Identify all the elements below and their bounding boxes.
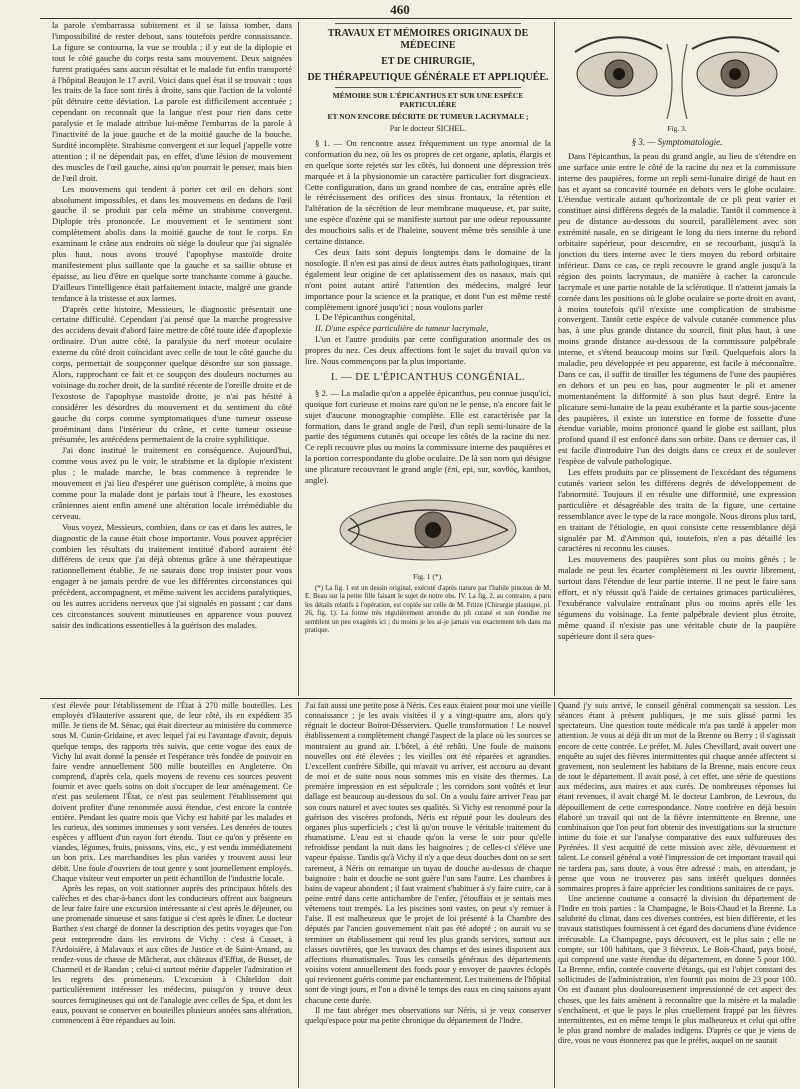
col1-paragraph: Les mouvemens qui tendent à porter cet œil en dehors sont absolument impossibles, et dans les mouvemens en dedans de l'œil gauche il se produit par cela même un strabisme convergent. Diplopie très prononcée. Le mouvement et le sentiment sont complètement abolis dans la moitié gauche de tout le corps. En examinant le crâne aux endroits où siége la douleur que j'ai signalée plus haut, nous avons trouvé l'apophyse mastoïde droite manifestement plus saillante que la gauche et sa saillie obtuse et épaisse, au lieu d'être en quelque sorte tranchante comme à gauche. D'ailleurs l'intelligence était parfaitement intacte, malgré une grande tendance à la tristesse et aux larmes. xyxy=(52,183,292,303)
col3-paragraph: Dans l'épicanthus, la peau du grand angle, au lieu de s'étendre en une surface unie entre le côté de la racine du nez et la commissure interne des paupières, forme un repli semi-lunaire dirigé de haut en bas et ayant sa concavité tournée en dehors vers le globe oculaire. L'étendue verticale autant qu'horizontale de ce pli peut varier et constituer ainsi différens degrés de la maladie. Tantôt il commence à peu de distance au-dessous du sourcil, parallèlement avec son extrémité nasale, en se dirigeant le long du tiers interne du rebord orbitaire supérieur, pour descendre, en se recourbant, jusqu'à la jonction du tiers interne avec le tiers moyen du rebord orbitaire inférieur. Dans ce cas, ce repli recouvre le grand angle jusqu'à la région des points lacrymaux, de manière à cacher la caroncule lacrymale et une partie notable de la sclérotique. Il n'atteint jamais la cornée dans les positions où le globe oculaire se porte droit en avant, à moins toutefois qu'il n'existe une complication de strabisme convergent. Tantôt cette espèce de valvule cutanée commence plus bas, à une plus grande distance du sourcil, finit plus haut, à une moins grande distance au-dessous de la commissure palpébrale interne, et s'étend beaucoup moins sur l'œil. Quelquefois alors la maladie, peu développée et peu apparente, est facile à méconnaître. Dans ce cas, il suffit de tirailler les tégumens de l'une des paupières en dehors et un peu en bas, pour augmenter le pli et amener momentanément la difformité à son plus haut degré. Entre la plicature semi-lunaire de la peau exubérante et la partie sous-jacente des paupières, il existe un interstice en forme de fossette d'une étendue variable, moins prononcé quand le globe est saillant, plus profond quand il est enfoncé dans son orbite. Dans ce dernier cas, il est facile d'introduire l'un des doigts dans ce creux et de soulever l'espèce de valvule pathologique. xyxy=(558,150,796,467)
col1-paragraph: D'après cette histoire, Messieurs, le diagnostic présentait une certaine difficulté. Cependant j'ai pensé que la marche progressive des accidens devait d'abord faire mettre de côté toute idée d'apoplexie ordinaire. D'un autre côté, la paralysie du nerf moteur oculaire externe du côté droit coïncidant avec celle de tout le côté gauche du corps, permettait de soupçonner quelque désordre sur son passage. Alors, rapprochant ce fait et ce soupçon des douleurs nocturnes au voisinage du rocher droit, de la surdité récente de l'oreille droite et de l'exostose de l'apophyse mastoïde droite, je n'ai pas hésité à considérer les désordres du mouvement et du sentiment du côté gauche du corps comme symptomatiques d'une tumeur osseuse proéminant dans l'intérieur du crâne, et cette tumeur osseuse présumée, les antécédens permettaient de la croire syphilitique. xyxy=(52,303,292,445)
bottom-paragraph: s'est élevée pour l'établissement de l'État à 270 mille bouteilles. Les employés d'Hauterive assurent que, de leur côté, ils en expédient 35 mille. Je tiens de M. Sénac, qui était directeur au ministère du commerce sous M. Cunin-Gridaine, et avec lequel j'ai eu l'avantage d'avoir, depuis quelque temps, des rapports très suivis, que cette vogue des eaux de Vichy lui avait donné la pensée et l'espérance très fondée de pouvoir en faire vendre annuellement 500 mille bouteilles en Angleterre. On comprend, d'après cela, quels moyens de revenu ces sources peuvent fournir et avec quels soins on doit s'occuper de leur aménagement. Ce n'est pas seulement l'État, ce n'est pas seulement l'établissement qui doivent profiter d'une renommée aussi étendue, c'est encore la contrée entière. Pendant les quatre mois que Vichy est habité par les malades et les curieux, des sommes immenses y sont versées. Les denrées de toutes espèces y affluent d'un rayon fort étendu. Tout ce qu'on y présente en viandes, légumes, fruits, poissons, vins, etc., y est vendu immédiatement un bon prix. Les marchandises les plus variées y trouvent aussi leur débit. Une foule d'ouvriers de tout genre y sont journellement employés. Chaque visiteur veut emporter un petit échantillon de l'industrie locale. xyxy=(52,701,292,883)
column-divider xyxy=(298,22,299,696)
col1-paragraph: Vous voyez, Messieurs, combien, dans ce cas et dans les autres, le diagnostic de la cause était chose importante. Vous pouvez apprécier combien les résultats du traitement institué d'abord auraient été différens de ceux que j'ai déjà obtenus grâce à une thérapeutique rationnellement établie. Je ne saurais donc trop insister pour vous engager à ne jamais perdre de vue les différentes circonstances qui précèdent, accompagnent, et même suivent les accidens paralytiques, ou les autres accidens nerveux que j'ai signalés en passant ; car dans ces circonstances souvent minutieuses en apparence vous pouvez saisir des indications essentielles à la guérison des malades. xyxy=(52,521,292,630)
column-divider xyxy=(554,22,555,696)
article-author: Par le docteur SICHEL. xyxy=(389,124,467,133)
rule xyxy=(335,87,521,88)
pupil-right xyxy=(729,68,741,80)
figure-3-eyes-illustration xyxy=(567,24,787,124)
column-3 xyxy=(558,20,796,696)
column-divider xyxy=(554,702,555,1088)
article-subtitle: MÉMOIRE SUR L'ÉPICANTHUS ET SUR UNE ESPÈCE PARTICULIÈRE xyxy=(332,91,524,109)
col2-paragraph: Ces deux faits sont depuis longtemps dans le domaine de la nosologie. Il n'en est pas ainsi de deux autres états pathologiques, tirant également leur origine de cet aplatissement des os nasaux, mais qui n'ont point autant attiré l'attention des médecins, malgré leur importance pour la science et la pratique, et dont l'un est même resté complètement ignoré jusqu'ici ; nous voulons parler xyxy=(305,246,551,312)
bottom-paragraph: J'ai fait aussi une petite pose à Néris. Ces eaux étaient pour moi une vieille connaissance ; je les avais visitées il y a vingt-quatre ans, alors qu'y régnait le docteur Boirot-Désserviers. Quelle transformation ! Le nouvel établissement a complètement changé l'aspect de la place où les sources se montraient au grand air. L'hôtel, à été rebâti. Une foule de maisons nouvelles ont été élevées ; les vieilles ont été réparées et agrandies. L'excellent confrère Sibille, qui m'avait vu arriver, est accouru au devant de moi et de suite nous nous sommes mis en visite des thermes. La première impression en est sépulcrale ; les corridors sont voûtés et leur dallage est beaucoup au-dessous du sol. On a voulu faire arriver l'eau par son cours naturel et avec toutes ses qualités. Si Vichy est renommé pour la guérison des viscères profonds, Néris est réputé pour les douleurs des organes plus superficiels ; c'est là qu'on trouve le véritable traitement du rhumatisme. L'eau est si chaude qu'on la verse le soir pour qu'elle refroidisse pendant la nuit dans les baignoires ; de celles-ci s'élève une vapeur épaisse. Tandis qu'à Vichy il n'y a que deux douches dont on se sert rarement, à Néris on remarque un tuyau de douche au-dessus de chaque baignoire : bain et douche ne sont guère l'un sans l'autre. Les chambres à bains de vapeur abondent ; il faut vraiment s'habituer à s'y faire cuire, car à peine entré dans cette antichambre de l'enfer, j'étouffais et je sentais mes vêtemens tout trempés. La les piscines sont vastes, on peut s'y remuer à l'aise. Il est malheureux que le projet de loi présenté à la Chambre des députés par l'ancien gouvernement n'ait pas été adopté ; on aurait vu se terminer un établissement qui rend les plus grands services, surtout aux classes ouvrières, que les travaux des champs et des usines disposent aux affections rhumatismales. Tous les conseils généraux des départements voisins votent annuellement des fonds pour y envoyer de pauvres éclopés qui reviennent guéris comme par enchantement. Les traitemens de l'hôpital sont de vingt jours, et l'on a divisé le temps des eaux en cinq saisons ayant chacune cette durée. xyxy=(305,701,551,1005)
footnote: (*) La fig. 1 est un dessin original, exécuté d'après nature par l'habile pinceau de M. E. Beau sur la petite fille faisant le sujet de notre obs. IV. La fig. 2, au contraire, a paru les détails relatifs à l'opération, est copiée sur celle de M. Fritze (Chirurgie plastique, pl. 26, fig. 1). La forme très régulièrement arrondie du pli cutané et son étendue me semblent un peu exagérés ici ; du moins je les ai-je jamais vus exactement tels dans ma pratique. xyxy=(305,584,551,634)
figure-1-eye-illustration xyxy=(328,490,528,570)
brow-right xyxy=(692,37,779,52)
header-rule xyxy=(40,18,792,19)
bottom-paragraph: Après les repas, on voit stationner auprès des principaux hôtels des calèches et des char-à-bancs dont les conducteurs offrent aux baigneurs de leur faire faire une excursion intéressante si c'est après le déjeuner, ou une promenade sinueuse et sans fatigue si c'est après le dîner. Le docteur Barthez s'est chargé de donner la description des petits voyages que l'on peut entreprendre dans les environs de Vichy : c'est à Cusset, à l'Ardoisière, à Malavaux et aux côtes de Justice et de Saint-Amand, au rendez-vous de chasse de Mâcherat, aux châteaux d'Effiat, de Busset, de Charmeil et de Randan ; celui-ci surtout mérite d'appeler l'admiration et les regrets des promeneurs. L'excursion à Châteldon doit particulièrement intéresser les médecins, puisqu'on y trouve deux sources ferrugineuses qui ont de l'analogie avec celles de Spa, et dont les eaux, pouvant se conserver en bouteilles plusieurs années sans altération, commencent à être répandues au loin. xyxy=(52,883,292,1025)
brow-left xyxy=(575,37,662,52)
section-heading: I. — DE L'ÉPICANTHUS CONGÉNIAL. xyxy=(330,371,526,383)
article-subtitle: ET NON ENCORE DÉCRITE DE TUMEUR LACRYMALE ; xyxy=(327,112,529,121)
col2-paragraph: § 1. — On rencontre assez fréquemment un type anormal de la conformation du nez, où les os propres de cet organe, aplatis, élargis et en quelque sorte rejetés sur les côtés, lui donnent une dépression très marquée et à la physionomie un caractère particulier fort disgracieux. Cette configuration, dans un grand nombre de cas, entraîne après elle le rétrécissement des orifices des sinus frontaux, la rétention et l'altération de la sécrétion de leur membrane muqueuse, et, par suite, une espèce d'ozène qui se manifeste surtout par une odeur repoussante des mouchoirs salis et de l'haleine, souvent même très sensible à une certaine distance. xyxy=(305,137,551,247)
col2-paragraph: § 2. — La maladie qu'on a appelée épicanthus, peu connue jusqu'ici, quoique fort curieuse et moins rare qu'on ne le pense, n'a encore fait le sujet d'aucune monographie complète. Elle est caractérisée par la formation, dans le grand angle de l'œil, d'un repli semi-lunaire de la partie des tégumens cutanés qui occupe les côtés de la racine du nez. Ce repli recouvre plus ou moins la commissure interne des paupières et la portion correspondante du globe oculaire. De là son nom qui désigne une plicature recouvrant le grand angle (ἐπί, epi, sur, κανθός, kanthos, angle). xyxy=(305,387,551,486)
figure-caption: Fig. 3. xyxy=(667,124,687,133)
column-divider xyxy=(298,702,299,1088)
pupil-left xyxy=(613,68,625,80)
col3-paragraph: Les mouvemens des paupières sont plus ou moins gênés ; le malade ne peut les écarter complètement ni les ouvrir librement, surtout dans l'étendue de leur partie interne. Il ne peut le faire sans effort, et n'y réussit qu'à l'aide de certaines grimaces particulières, l'exubérance valvulaire entraînant plus ou moins après elle les tégumens du voisinage. La fente palpébrale devient plus étroite, même quand il n'existe pas une véritable chute de la paupière supérieure dont il sera ques- xyxy=(558,554,796,641)
col1-paragraph: J'ai donc institué le traitement en conséquence. Aujourd'hui, comme vous avez pu le voir, le strabisme et la diplopie n'existent plus ; le malade marche, le bras commence à reprendre le mouvement et j'ai lieu d'espérer une guérison complète, à moins que comme pour la malade dont je parlais tout à l'heure, les exostoses crâniennes aient enfin amené une altération locale irrémédiable du cerveau. xyxy=(52,445,292,521)
bottom-column-2 xyxy=(305,701,551,1089)
column-2 xyxy=(305,20,551,696)
col3-paragraph: Les effets produits par ce plissement de l'excédant des tégumens cutanés varient selon les différens degrés de développement de l'abnormité. Toujours il en résulte une difformité, une expression particulière et désagréable des traits de la figure, une certaine ressemblance avec le type de la race mongole. Nous dirons plus tard, en traitant de l'étiologie, en quoi consiste cette ressemblance déjà signalée par M. d'Ammon qui, toutefois, n'en a pas détaillé les caractères ni reconnu les causes. xyxy=(558,467,796,554)
section-title: ET DE CHIRURGIE, xyxy=(381,56,475,67)
section-title: TRAVAUX ET MÉMOIRES ORIGINAUX DE MÉDECINE xyxy=(327,28,529,51)
page-number: 460 xyxy=(390,2,410,17)
enumeration-item: II. D'une espèce particulière de tumeur lacrymale, xyxy=(315,323,489,334)
bottom-column-3 xyxy=(558,701,796,1089)
section-title: DE THÉRAPEUTIQUE GÉNÉRALE ET APPLIQUÉE. xyxy=(307,72,549,83)
column-1 xyxy=(52,20,292,696)
col1-paragraph: la parole s'embarrassa subitement et il se laissa tomber, dans l'impossibilité de rester debout, sans toutefois perdre connaissance. La figure se contourna, la vue se troubla ; il y eut de la diplopie et tout le côté gauche du corps resta sans mouvement. Deux saignées furent pratiquées sans aucun résultat et le malade fut enfin transporté à l'hôpital Beaujon le 17 avril. Voici dans quel état il se trouvait : tous les traits de la face sont tirés à droite, sans que l'action de la volonté pût détruire cette déviation. La parole est difficilement accentuée ; cependant on reconnaît que la langue n'est pour rien dans cette paralysie et le malade attribue lui-même l'embarras de la parole à l'inactivité de la joue gauche et de la moitié gauche de la bouche. Surdité incomplète. Strabisme convergent et sur lequel j'appelle votre attention ; il ne dépendait pas, en effet, d'une lésion de mouvement des muscles de l'œil gauche, ainsi qu'on pourrait le penser, mais bien de l'œil droit. xyxy=(52,20,292,183)
rule xyxy=(335,23,521,24)
pupil xyxy=(425,522,441,538)
enumeration-item: I. De l'épicanthus congénital, xyxy=(315,312,416,323)
figure-caption: Fig. 1 (*). xyxy=(413,572,443,581)
bottom-paragraph: Une ancienne coutume a consacré la division du département de l'Indre en trois parties : la Champagne, le Bois-Chaud et la Brenne. La salubrité du climat, dans ces diverses contrées, est bien différente, et les travaux statistiques fournissent à cet égard des documens d'une évidence irrécusable. La Champagne, pays découvert, est le plus sain ; elle ne compte, sur 100 habitans, que 3 fiévreux. Le Bois-Chaud, pays boisé, qui comprend une vaste étendue du département, en donne 5 pour 100. La Brenne, enfin, contrée couverte d'étangs, qui est l'objet constant des sollicitudes de l'administration, n'en fournit pas moins de 23 pour 100. On est d'autant plus douloureusement impressionné de cet aspect des choses, que les faits amènent à reconnaître que la misère et la maladie s'enchaînent, et que le pays le plus cruellement frappé par les fièvres intermittentes, est en même temps le plus malheureux et celui qui offre le plus grand nombre de malades indigens. D'après ce que je viens de dire, vous ne vous étonnerez pas que le préfet, auquel on ne saurait xyxy=(558,893,796,1046)
section-divider xyxy=(40,698,792,699)
bottom-paragraph: Quand j'y suis arrivé, le conseil général commençait sa session. Les séances étant à présent publiques, je me suis glissé parmi les spectateurs. Une question toute médicale m'a pas tardé à appeler mon attention. Je vous ai déjà dit un mot de la Brenne ou Berry ; il s'agissait encore de cette contrée. Le préfet, M. Jules Chevillard, avait ouvert une enquête au sujet des fièvres intermittentes qui chaque année affectent si gravement, non seulement les habitans de la Brenne, mais encore ceux de tout le département. Il avait posé, à cet effet, une série de questions aux médecins, aux maires et aux curés. De nombreuses réponses lui étant revenues, il avait chargé M. le docteur Lambron, de Levroux, du dépouillement de cette correspondance. Notre confrère en déjà besoin élaboré un travail qui ont de la fièvre intermittente en Brenne, une combinaison que l'on peut fort obtenir des investigations sur la structure intime du foie et sur l'analyse comparative des eaux sulfureuses des Pyrénées. Il s'est acquitté de cette mission avec zèle, dévouement et talent. Le conseil général a voté l'impression de cet important travail qui ne tardera pas, sans doute, à vous être adressé : mais, en attendant, je pense que vous ne trouverez pas sans intérêt quelques données sommaires propres à faire apprécier les conditions sanitaires de ce pays. xyxy=(558,701,796,893)
subsection-heading: § 3. — Symptomatologie. xyxy=(631,136,723,147)
nose-bridge xyxy=(667,44,687,119)
bottom-paragraph: Il me faut abréger mes observations sur Néris, si je veux conserver quelqu'espace pour ma petite chronique du département de l'Indre. xyxy=(305,1005,551,1025)
col2-paragraph: L'un et l'autre produits par cette configuration anormale des os propres du nez. Ces deux affections font le sujet du travail qu'on va lire. Nous commençons par la plus importante. xyxy=(305,334,551,367)
bottom-column-1 xyxy=(52,701,292,1089)
